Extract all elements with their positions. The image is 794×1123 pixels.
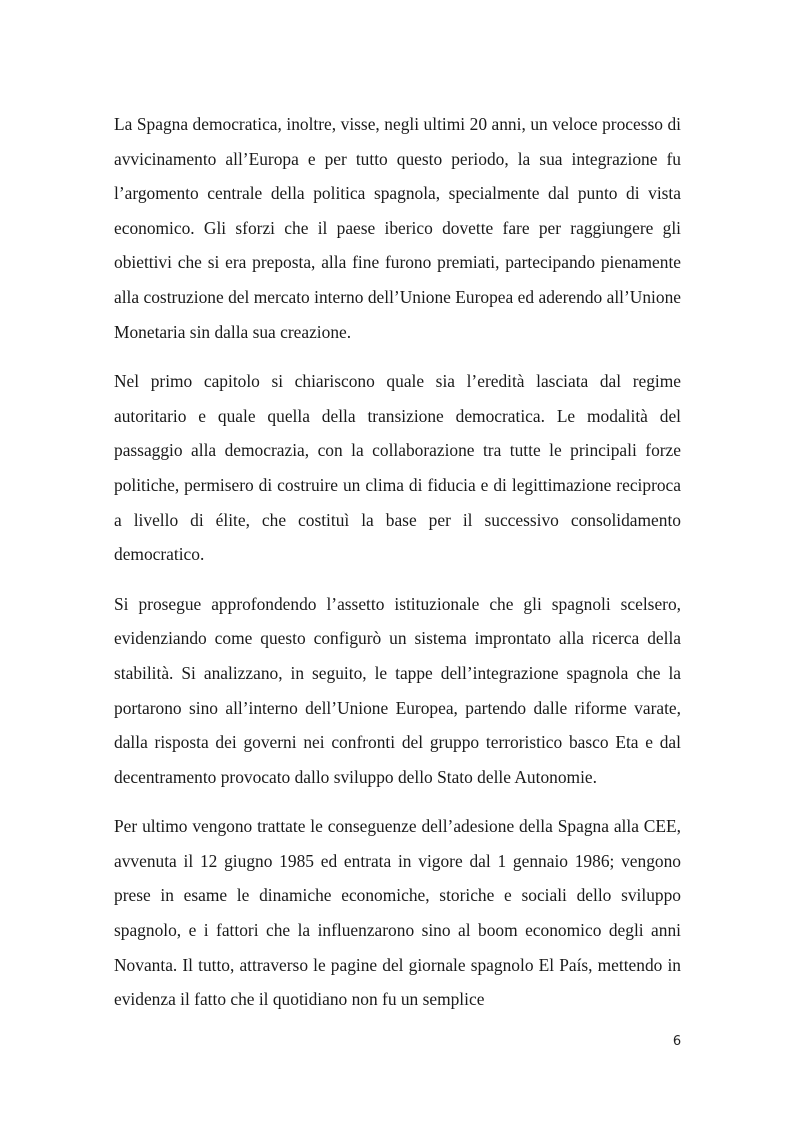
paragraph-2: Nel primo capitolo si chiariscono quale sia l’eredità lasciata dal regime autoritario e quale quella della transizione democratica. Le modalità del passaggio alla democrazia, con la collaborazione tra tutte le principali forze politiche, permisero di costruire un clima di fiducia e di legittimazione reciproca a livello di élite, che costituì la base per il successivo consolidamento democratico. bbox=[114, 371, 681, 565]
paragraph-4: Per ultimo vengono trattate le conseguenze dell’adesione della Spagna alla CEE, avvenuta il 12 giugno 1985 ed entrata in vigore dal 1 gennaio 1986; vengono prese in esame le dinamiche economiche, storiche e sociali dello sviluppo spagnolo, e i fattori che la influenzarono sino al boom economico degli anni Novanta. Il tutto, attraverso le pagine del giornale spagnolo El País, mettendo in evidenza il fatto che il quotidiano non fu un semplice bbox=[114, 816, 681, 1010]
paragraph-3: Si prosegue approfondendo l’assetto istituzionale che gli spagnoli scelsero, evidenziando come questo configurò un sistema improntato alla ricerca della stabilità. Si analizzano, in seguito, le tappe dell’integrazione spagnola che la portarono sino all’interno dell’Unione Europea, partendo dalle riforme varate, dalla risposta dei governi nei confronti del gruppo terroristico basco Eta e dal decentramento provocato dallo sviluppo dello Stato delle Autonomie. bbox=[114, 593, 681, 787]
body-text bbox=[114, 107, 681, 1032]
paragraph-1: La Spagna democratica, inoltre, visse, negli ultimi 20 anni, un veloce processo di avvicinamento all’Europa e per tutto questo periodo, la sua integrazione fu l’argomento centrale della politica spagnola, specialmente dal punto di vista economico. Gli sforzi che il paese iberico dovette fare per raggiungere gli obiettivi che si era preposta, alla fine furono premiati, partecipando pienamente alla costruzione del mercato interno dell’Unione Europea ed aderendo all’Unione Monetaria sin dalla sua creazione. bbox=[114, 114, 681, 342]
page-number: 6 bbox=[672, 1034, 682, 1049]
